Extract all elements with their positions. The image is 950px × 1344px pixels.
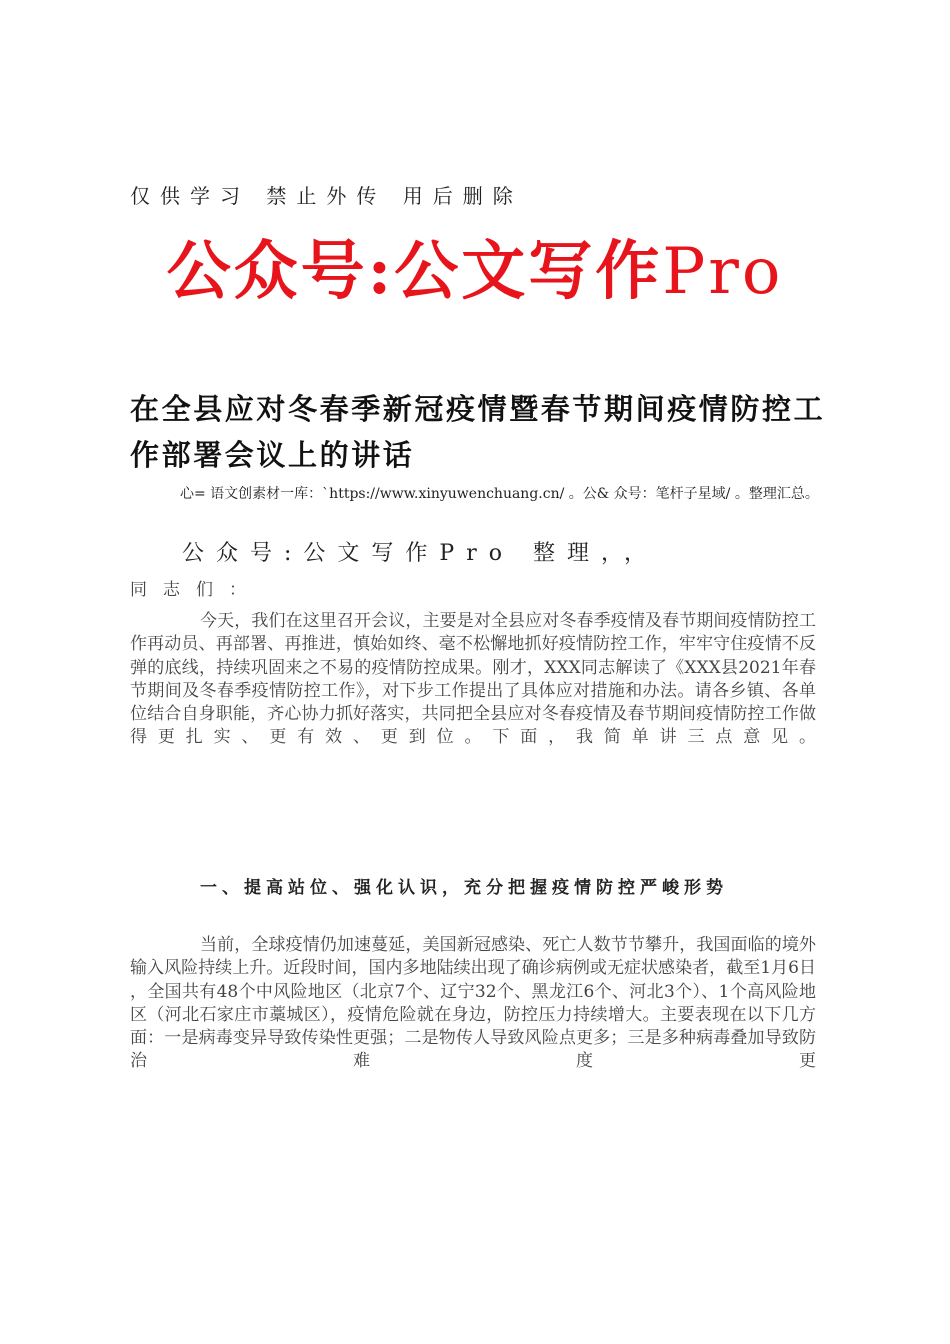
brand-chinese: 公众号:公文写作 [166, 234, 663, 309]
document-title: 在全县应对冬春季新冠疫情暨春节期间疫情防控工作部署会议上的讲话 [130, 392, 826, 472]
publisher-line: 公众号:公文写作Pro 整理，， [182, 541, 658, 566]
paragraph-situation: 当前，全球疫情仍加速蔓延，美国新冠感染、死亡人数节节攀升，我国面临的境外输入风险持续上升。近段时间，国内多地陆续出现了确诊病例或无症状感染者，截至1月6日，全国共有48个中风险地区（北京7个、辽宁32个、黑龙江6个、河北3个）、1个高风险地区（河北石家庄市藁城区），疫情危险就在身边，防控压力持续增大。主要表现在以下几方面：一是病毒变异导致传染性更强；二是物传人导致风险点更多；三是多种病毒叠加导致防治难度更 [130, 935, 816, 1072]
usage-notice: 仅供学习 禁止外传 用后删除 [130, 184, 523, 208]
greeting: 同志们： [130, 580, 262, 600]
brand-pro: Pro [662, 235, 784, 309]
brand-banner [0, 220, 950, 312]
section-heading-1: 一、提高站位、强化认识，充分把握疫情防控严峻形势 [200, 878, 728, 898]
paragraph-intro: 今天，我们在这里召开会议，主要是对全县应对冬春季疫情及春节期间疫情防控工作再动员、再部署、再推进，慎始如终、毫不松懈地抓好疫情防控工作，牢牢守住疫情不反弹的底线，持续巩固来之不易的疫情防控成果。刚才，XXX同志解读了《XXX县2021年春节期间及冬春季疫情防控工作》，对下步工作提出了具体应对措施和办法。请各乡镇、各单位结合自身职能，齐心协力抓好落实，共同把全县应对冬春疫情及春节期间疫情防控工作做得更扎实、更有效、更到位。下面，我简单讲三点意见。 [130, 611, 816, 748]
source-note: 心= 语文创素材一库：`https://www.xinyuwenchuang.cn/ 。公& 众号：笔杆子星域/ 。整理汇总。 [180, 486, 819, 502]
